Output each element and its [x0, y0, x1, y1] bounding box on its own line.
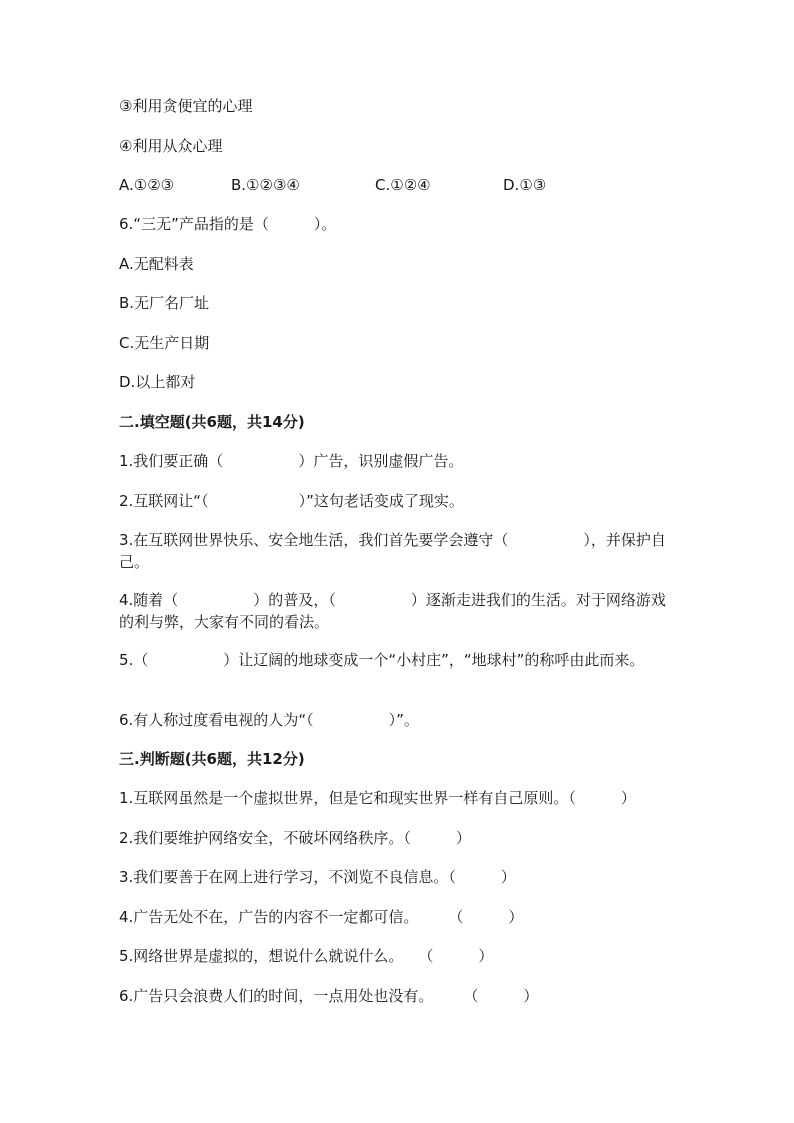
q6-option-d: D.以上都对	[119, 373, 196, 391]
q5-statement-4: ④利用从众心理	[119, 137, 223, 155]
q5-choice-d: D.①③	[503, 176, 547, 194]
fill-blank-item-4: 4.随着（ ）的普及，（ ）逐渐走进我们的生活。对于网络游戏的利与弊，大家有不同的看法。	[119, 591, 666, 631]
fill-blank-item-6: 6.有人称过度看电视的人为“（ ）”。	[119, 711, 419, 729]
fill-blank-item-5: 5.（ ）让辽阔的地球变成一个“小村庄”，“地球村”的称呼由此而来。	[119, 651, 645, 669]
fill-blank-item-3: 3.在互联网世界快乐、安全地生活，我们首先要学会遵守（ ），并保护自己。	[119, 531, 666, 571]
q6-option-b: B.无厂名厂址	[119, 294, 210, 312]
q6-option-c: C.无生产日期	[119, 334, 210, 352]
judge-item-3: 3.我们要善于在网上进行学习，不浏览不良信息。（ ）	[119, 868, 516, 886]
q6-option-a: A.无配料表	[119, 255, 194, 273]
judge-item-1: 1.互联网虽然是一个虚拟世界，但是它和现实世界一样有自己原则。（ ）	[119, 789, 636, 807]
fill-blank-item-2: 2.互联网让“（ ）”这句老话变成了现实。	[119, 492, 464, 510]
q5-statement-3: ③利用贪便宜的心理	[119, 97, 253, 115]
q5-choice-c: C.①②④	[375, 176, 431, 194]
judge-item-2: 2.我们要维护网络安全，不破坏网络秩序。（ ）	[119, 829, 471, 847]
section-judge-title: 三.判断题(共6题，共12分)	[119, 750, 305, 768]
judge-item-6: 6.广告只会浪费人们的时间，一点用处也没有。 （ ）	[119, 987, 539, 1005]
fill-blank-item-1: 1.我们要正确（ ）广告，识别虚假广告。	[119, 452, 464, 470]
q6-stem: 6.“三无”产品指的是（ ）。	[119, 215, 337, 233]
judge-item-5: 5.网络世界是虚拟的，想说什么就说什么。 （ ）	[119, 947, 494, 965]
judge-item-4: 4.广告无处不在，广告的内容不一定都可信。 （ ）	[119, 908, 524, 926]
q5-choice-b: B.①②③④	[231, 176, 300, 194]
section-fill-blank-title: 二.填空题(共6题，共14分)	[119, 413, 305, 431]
q5-choice-a: A.①②③	[119, 176, 175, 194]
